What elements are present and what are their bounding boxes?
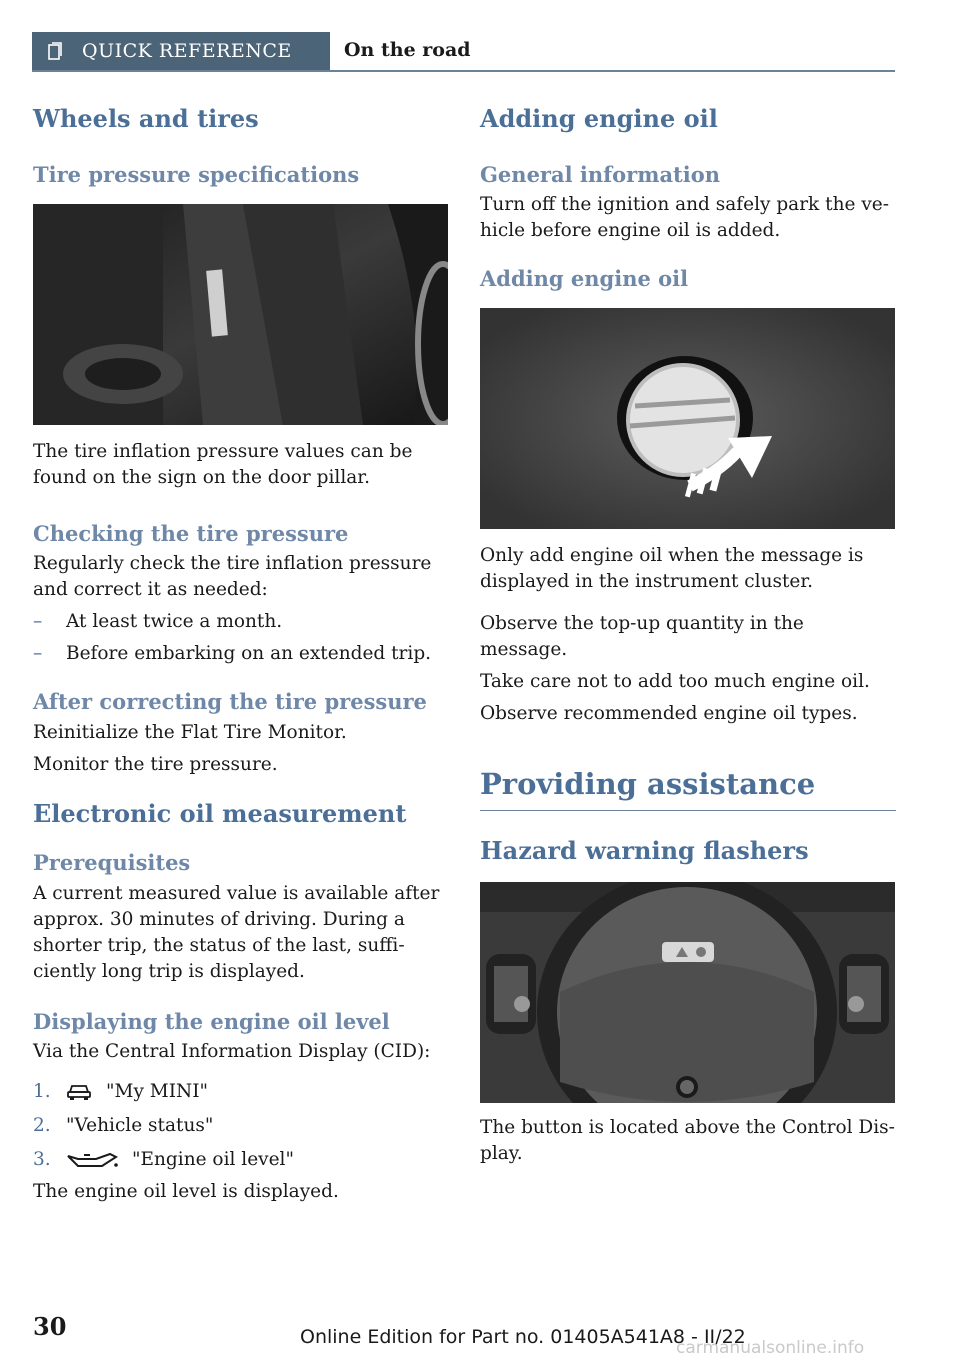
list-dash: –	[33, 611, 43, 633]
after-text-2: Monitor the tire pressure.	[33, 753, 278, 775]
hazard-text: The button is located above the Control Display.	[480, 1116, 895, 1164]
hazard-title: Hazard warning flashers	[480, 836, 809, 866]
adding-text-2: Observe the top-up quantity in the message.	[480, 613, 804, 661]
wheels-title: Wheels and tires	[33, 104, 259, 133]
list-item	[33, 641, 453, 667]
checking-title: Checking the tire pressure	[33, 521, 349, 547]
list-item	[33, 609, 453, 635]
prerequisites-text: A current measured value is available after approx. 30 minutes of driving. During a shorter trip, the status of the last, sufficiently long trip is displayed.	[33, 882, 440, 982]
list-item-text: Before embarking on an extended trip.	[66, 643, 432, 665]
section-divider	[480, 810, 896, 811]
step-item	[33, 1079, 453, 1105]
tire-pressure-specs-text: The tire inflation pressure values can be found on the sign on the door pillar.	[33, 441, 413, 489]
quick-reference-label: QUICK REFERENCE	[82, 40, 292, 62]
door-pillar-image	[33, 204, 448, 425]
adding-text-1: Only add engine oil when the message is displayed in the instrument cluster.	[480, 545, 864, 593]
tire-pressure-specs-title: Tire pressure specifications	[33, 161, 360, 187]
oil-can-icon	[66, 1151, 118, 1169]
step-item	[33, 1147, 453, 1173]
section-title: On the road	[344, 39, 471, 61]
after-title: After correcting the tire pressure	[33, 689, 427, 715]
general-info-title: General information	[480, 161, 721, 187]
step-number: 2.	[33, 1114, 51, 1136]
hazard-button-image	[480, 882, 895, 1103]
general-info-text: Turn off the ignition and safely park the vehicle before engine oil is added.	[480, 194, 889, 242]
oil-filler-cap-image	[480, 308, 895, 529]
step-label: "Vehicle status"	[66, 1114, 214, 1136]
step-label: "My MINI"	[106, 1080, 209, 1102]
watermark: carmanualsonline.info	[676, 1338, 865, 1358]
list-dash: –	[33, 643, 43, 665]
adding-text-4: Observe recommended engine oil types.	[480, 703, 858, 725]
step-number: 1.	[33, 1080, 51, 1102]
adding-text-3: Take care not to add too much engine oil.	[480, 671, 870, 693]
step-number: 3.	[33, 1148, 51, 1170]
right-column	[480, 105, 896, 1167]
page-number: 30	[33, 1312, 67, 1341]
left-column	[33, 105, 453, 1205]
step-label: "Engine oil level"	[132, 1148, 294, 1170]
displaying-text: Via the Central Information Display (CID):	[33, 1040, 431, 1062]
quick-reference-tab	[32, 32, 330, 70]
displaying-result: The engine oil level is displayed.	[33, 1180, 339, 1202]
book-icon	[48, 42, 62, 60]
checking-text: Regularly check the tire inflation pressure and correct it as needed:	[33, 553, 432, 601]
step-item	[33, 1113, 453, 1139]
prerequisites-title: Prerequisites	[33, 850, 191, 876]
adding-oil-subtitle: Adding engine oil	[480, 266, 689, 292]
edition-text: Online Edition for Part no. 01405A541A8 - II/22	[300, 1326, 746, 1348]
list-item-text: At least twice a month.	[66, 611, 283, 633]
page-header	[32, 32, 895, 72]
displaying-title: Displaying the engine oil level	[33, 1008, 390, 1034]
assistance-title: Providing assistance	[480, 767, 816, 802]
adding-oil-title: Adding engine oil	[480, 104, 718, 133]
oil-measurement-title: Electronic oil measurement	[33, 798, 407, 828]
car-icon	[66, 1083, 92, 1101]
after-text-1: Reinitialize the Flat Tire Monitor.	[33, 721, 347, 743]
